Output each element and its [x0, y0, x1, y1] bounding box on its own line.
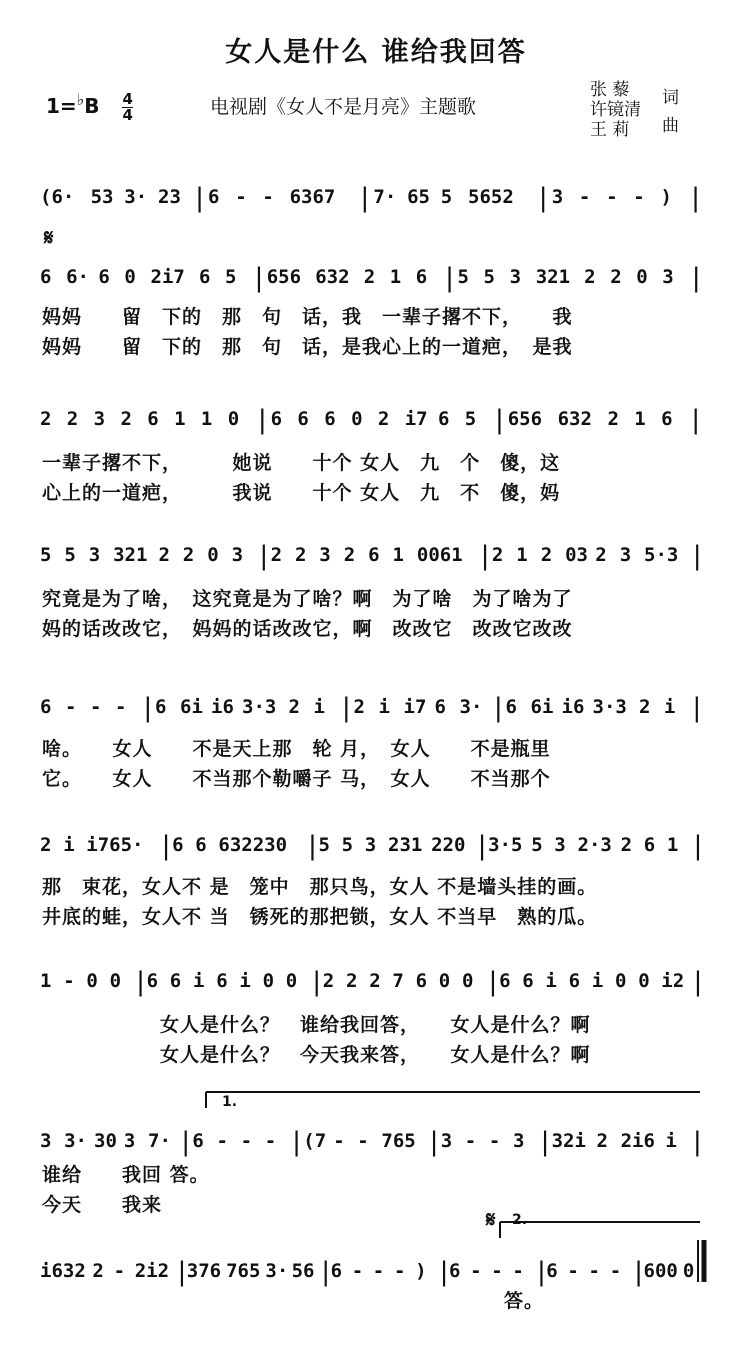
note-group: 632 [557, 408, 592, 430]
note-group: 56 [291, 1260, 315, 1282]
note-group: - [606, 186, 618, 208]
note-group: 0 [351, 408, 363, 430]
note-group: 3· [64, 1130, 87, 1152]
note-group: i [665, 1130, 677, 1152]
note-group: - [113, 1260, 126, 1282]
barline: | [688, 263, 705, 293]
note-group: 6 [434, 696, 446, 718]
barline: | [690, 831, 706, 861]
note-group: i [545, 970, 557, 992]
note-group: 6 [297, 408, 309, 430]
note-group: 2 [270, 544, 283, 566]
note-group: 6 [449, 1260, 461, 1282]
note-group: 3 [123, 1130, 136, 1152]
note-group: 2 [620, 834, 633, 856]
barline: | [689, 541, 706, 571]
note-group: 0 [285, 970, 298, 992]
note-group: 5 [64, 544, 76, 566]
note-group: - [394, 1260, 406, 1282]
note-group: - [357, 1130, 369, 1152]
note-group: 2 [343, 544, 356, 566]
key-note: B [84, 94, 100, 118]
barline: | [535, 183, 552, 213]
note-group: 632 [315, 266, 350, 288]
note-group: - [609, 1260, 622, 1282]
note-group: - [216, 1130, 228, 1152]
note-group: i [378, 696, 390, 718]
note-group: 3 [231, 544, 244, 566]
note-group: 6 [147, 408, 159, 430]
note-group: i6 [561, 696, 585, 718]
note-group: 5652 [468, 186, 514, 208]
song-subtitle: 电视剧《女人不是月亮》主题歌 [210, 96, 477, 118]
note-group: - [588, 1260, 600, 1282]
key-flat: ♭ [76, 90, 85, 109]
note-group: 0 [109, 970, 122, 992]
note-group: 0 [636, 266, 648, 288]
key-prefix: 1= [46, 94, 77, 118]
note-group: - [65, 696, 77, 718]
note-group: 0 [227, 408, 240, 430]
note-group: 3· [459, 696, 483, 718]
note-group: 765 [226, 1260, 261, 1282]
note-group: 2 [595, 544, 607, 566]
note-group: 7· [373, 186, 397, 208]
barline: | [689, 1127, 706, 1157]
note-group: 765 [381, 1130, 416, 1152]
note-group: 2 [40, 408, 52, 430]
note-group: 3 [554, 834, 566, 856]
note-group: i6 [211, 696, 234, 718]
lyric-line-4-2: 妈的话改改它， 妈妈的话改改它，啊 改改它 改改它改改 [42, 618, 573, 640]
note-group: i765· [86, 834, 144, 856]
lyric-line-6-1: 那 束花，女人不 是 笼中 那只鸟，女人 不是墙头挂的画。 [42, 876, 598, 898]
composer: 王 莉 [590, 120, 630, 140]
note-group: 6 [169, 970, 182, 992]
note-group: 3 [509, 266, 522, 288]
note-group: - [63, 970, 75, 992]
note-group: 6 [192, 1130, 204, 1152]
barline: | [132, 967, 149, 997]
note-group: - [372, 1260, 385, 1282]
note-group: 0 [86, 970, 98, 992]
note-group: 3 [551, 186, 564, 208]
note-group: 2 [607, 408, 619, 430]
credit-qu: 曲 [662, 116, 679, 136]
note-group: 3 [662, 266, 674, 288]
note-group: 6 [415, 266, 428, 288]
barline: | [256, 541, 272, 571]
note-group: - [262, 186, 274, 208]
note-group: 0 [438, 970, 451, 992]
note-group: 376 [186, 1260, 222, 1282]
segno-sign-1: 𝄋 [44, 226, 54, 251]
note-group: 2 [288, 696, 300, 718]
note-group: - [567, 1260, 579, 1282]
barline: | [690, 967, 706, 997]
note-group: 5 [531, 834, 543, 856]
note-group: 1 [666, 834, 679, 856]
note-group: 2i7 [150, 266, 185, 288]
lyric-line-9-1: 答。 [504, 1290, 545, 1312]
note-group: 3·3 [242, 696, 277, 718]
barline: | [308, 967, 325, 997]
note-group: 32i [551, 1130, 586, 1152]
note-group: 220 [431, 834, 466, 856]
note-group: 0 [615, 970, 627, 992]
barline: | [140, 693, 156, 723]
note-group: i7 [404, 408, 428, 430]
note-group: 3· [265, 1260, 289, 1282]
note-group: i [63, 834, 75, 856]
barline: | [490, 693, 507, 723]
note-group: i632 [40, 1260, 86, 1282]
barline: | [441, 263, 458, 293]
barline: | [687, 183, 704, 213]
note-group: - [240, 1130, 253, 1152]
note-group: 3·3 [592, 696, 627, 718]
note-group: 5 [225, 266, 237, 288]
note-group: - [464, 1130, 477, 1152]
first-ending-label: 1. [222, 1094, 238, 1110]
note-group: 6 [40, 696, 52, 718]
barline: | [630, 1257, 647, 1287]
lyric-line-8-1: 谁给 我回 答。 [42, 1164, 210, 1186]
note-group: 3 [619, 544, 632, 566]
note-group: - [512, 1260, 524, 1282]
lyric-line-3-1: 一辈子撂不下， 她说 十个 女人 九 个 傻，这 [42, 452, 561, 474]
note-group: 656 [266, 266, 302, 288]
note-group: (7 [303, 1130, 327, 1152]
note-group: 2 [639, 696, 651, 718]
note-group: 2 [346, 970, 358, 992]
lyric-line-5-1: 啥。 女人 不是天上那 轮 月， 女人 不是瓶里 [42, 738, 551, 760]
note-group: 3 [93, 408, 106, 430]
note-group: ) [660, 186, 672, 208]
note-group: 6 [270, 408, 283, 430]
barline: | [304, 831, 321, 861]
note-group: 6 [368, 544, 380, 566]
note-group: 5 [457, 266, 469, 288]
note-group: 6 [216, 970, 228, 992]
note-group: 6 [415, 970, 428, 992]
note-group: i [193, 970, 205, 992]
note-group: i [313, 696, 325, 718]
barline: | [687, 405, 704, 435]
note-group: 1 [389, 266, 402, 288]
note-group: - [351, 1260, 364, 1282]
note-group: 6 [199, 266, 211, 288]
note-group: 03 [565, 544, 588, 566]
song-title: 女人是什么 谁给我回答 [225, 37, 527, 68]
note-group: (6· [40, 186, 75, 208]
note-group: 2 [353, 696, 365, 718]
note-group: 2 [377, 408, 390, 430]
note-group: 1 [174, 408, 186, 430]
note-group: - [90, 696, 102, 718]
note-group: 600 [643, 1260, 678, 1282]
lyric-line-7-2: 女人是什么？ 今天我来答， 女人是什么？啊 [160, 1044, 591, 1066]
segno-sign-2: 𝄋 [486, 1208, 496, 1233]
note-group: 6 [146, 970, 159, 992]
note-group: 6 [643, 834, 656, 856]
barline: | [477, 541, 493, 571]
note-group: 3 [364, 834, 377, 856]
note-group: 2 [92, 1260, 104, 1282]
note-group: 2 [491, 544, 504, 566]
note-group: 6 [438, 408, 450, 430]
note-group: 0 [682, 1260, 695, 1282]
note-group: 6 [155, 696, 167, 718]
note-group: 6 [195, 834, 207, 856]
credit-ci: 词 [662, 88, 679, 108]
note-group: 3 [513, 1130, 525, 1152]
barline: | [158, 831, 174, 861]
note-group: 6 [505, 696, 517, 718]
note-group: 2 [158, 544, 170, 566]
barline: | [254, 405, 271, 435]
lyric-line-2-1: 妈妈 留 下的 那 句 话，我 一辈子撂不下， 我 [42, 306, 573, 328]
lyric-line-4-1: 究竟是为了啥， 这究竟是为了啥？啊 为了啥 为了啥为了 [42, 588, 573, 610]
note-group: 632230 [218, 834, 288, 856]
note-group: 3· [124, 186, 148, 208]
barline: | [357, 183, 373, 213]
note-group: 2 [40, 834, 52, 856]
note-group: 3·5 [488, 834, 523, 856]
barline: | [537, 1127, 553, 1157]
note-group: 2 [120, 408, 132, 430]
note-group: 6i [180, 696, 203, 718]
note-group: 0 [124, 266, 136, 288]
note-group: 2·3 [577, 834, 612, 856]
time-num: 4 [122, 90, 133, 108]
note-group: 7 [392, 970, 404, 992]
note-group: 5 [318, 834, 330, 856]
note-group: 0 [262, 970, 275, 992]
note-group: 2 [596, 1130, 608, 1152]
note-group: 3 [319, 544, 331, 566]
note-group: 6· [66, 266, 89, 288]
note-group: 2 [66, 408, 79, 430]
barline: | [317, 1257, 334, 1287]
note-group: 1 [516, 544, 528, 566]
note-group: 2 [540, 544, 553, 566]
note-group: - [115, 696, 127, 718]
barline: | [533, 1257, 550, 1287]
note-group: 53 [90, 186, 114, 208]
note-group: 5 [341, 834, 354, 856]
note-group: i2 [661, 970, 685, 992]
barline: | [689, 693, 705, 723]
note-group: 3 [440, 1130, 453, 1152]
barline: | [436, 1257, 452, 1287]
note-group: 1 [200, 408, 213, 430]
note-group: 3 [88, 544, 101, 566]
note-group: 65 [407, 186, 430, 208]
barline: | [338, 693, 355, 723]
lyric-line-5-2: 它。 女人 不当那个勒嚼子 马， 女人 不当那个 [42, 768, 551, 790]
lyric-line-3-2: 心上的一道疤， 我说 十个 女人 九 不 傻，妈 [42, 482, 561, 504]
note-group: 6367 [289, 186, 336, 208]
note-group: 6 [499, 970, 511, 992]
note-group: 5 [464, 408, 477, 430]
note-group: 0061 [416, 544, 463, 566]
lyric-line-2-2: 妈妈 留 下的 那 句 话，是我心上的一道疤， 是我 [42, 336, 573, 358]
note-group: 6 [40, 266, 52, 288]
note-group: 0 [462, 970, 474, 992]
barline: | [251, 263, 267, 293]
note-group: 1 [40, 970, 52, 992]
lyric-line-8-2: 今天 我来 [42, 1194, 163, 1216]
note-group: 30 [94, 1130, 117, 1152]
note-group: 6 [208, 186, 220, 208]
note-group: - [488, 1130, 501, 1152]
note-group: 7· [148, 1130, 171, 1152]
note-group: 2 [295, 544, 307, 566]
note-group: - [470, 1260, 482, 1282]
note-group: 2 [610, 266, 622, 288]
note-group: 5 [40, 544, 52, 566]
note-group: - [578, 186, 591, 208]
note-group: 6 [324, 408, 336, 430]
note-group: 2 [322, 970, 335, 992]
note-group: 6 [172, 834, 184, 856]
note-group: 5·3 [644, 544, 679, 566]
barline: | [177, 1127, 194, 1157]
note-group: i [239, 970, 251, 992]
note-group: 656 [507, 408, 543, 430]
note-group: 2 [363, 266, 376, 288]
note-group: i [591, 970, 604, 992]
note-group: 3 [40, 1130, 52, 1152]
note-group: 23 [158, 186, 181, 208]
barline: | [174, 1257, 190, 1287]
lyricist-1: 张 藜 [590, 80, 630, 100]
barline: | [474, 831, 490, 861]
second-ending-label: 2. [512, 1212, 528, 1228]
note-group: i [664, 696, 676, 718]
note-group: 6 [98, 266, 110, 288]
barline: | [288, 1127, 305, 1157]
note-group: - [333, 1130, 345, 1152]
lyric-line-6-2: 井底的蛙，女人不 当 锈死的那把锁，女人 不当早 熟的瓜。 [42, 906, 598, 928]
time-den: 4 [122, 106, 133, 124]
note-group: 6 [546, 1260, 558, 1282]
note-group: 6 [568, 970, 581, 992]
note-group: - [633, 186, 645, 208]
barline: | [426, 1127, 442, 1157]
note-group: 6 [330, 1260, 343, 1282]
note-group: 6 [522, 970, 534, 992]
lyric-line-7-1: 女人是什么？ 谁给我回答， 女人是什么？啊 [160, 1014, 591, 1036]
barline: | [191, 183, 208, 213]
barline: | [485, 967, 501, 997]
note-group: ) [415, 1260, 427, 1282]
note-group: 321 [113, 544, 148, 566]
note-group: 2i6 [620, 1130, 655, 1152]
note-group: 5 [483, 266, 495, 288]
note-group: 1 [392, 544, 404, 566]
note-group: 6i [530, 696, 554, 718]
note-group: 1 [634, 408, 646, 430]
note-group: 2i2 [134, 1260, 170, 1282]
lyricist-2: 许镜清 [590, 100, 641, 120]
note-group: 2 [182, 544, 195, 566]
note-group: i7 [403, 696, 427, 718]
note-group: - [491, 1260, 503, 1282]
barline: | [491, 405, 508, 435]
note-group: 231 [388, 834, 423, 856]
note-group: 0 [207, 544, 219, 566]
note-group: - [264, 1130, 277, 1152]
note-group: 5 [440, 186, 453, 208]
note-group: 0 [638, 970, 650, 992]
note-group: - [235, 186, 247, 208]
note-group: 2 [584, 266, 596, 288]
note-group: 321 [535, 266, 571, 288]
note-group: 6 [661, 408, 673, 430]
note-group: 2 [369, 970, 381, 992]
